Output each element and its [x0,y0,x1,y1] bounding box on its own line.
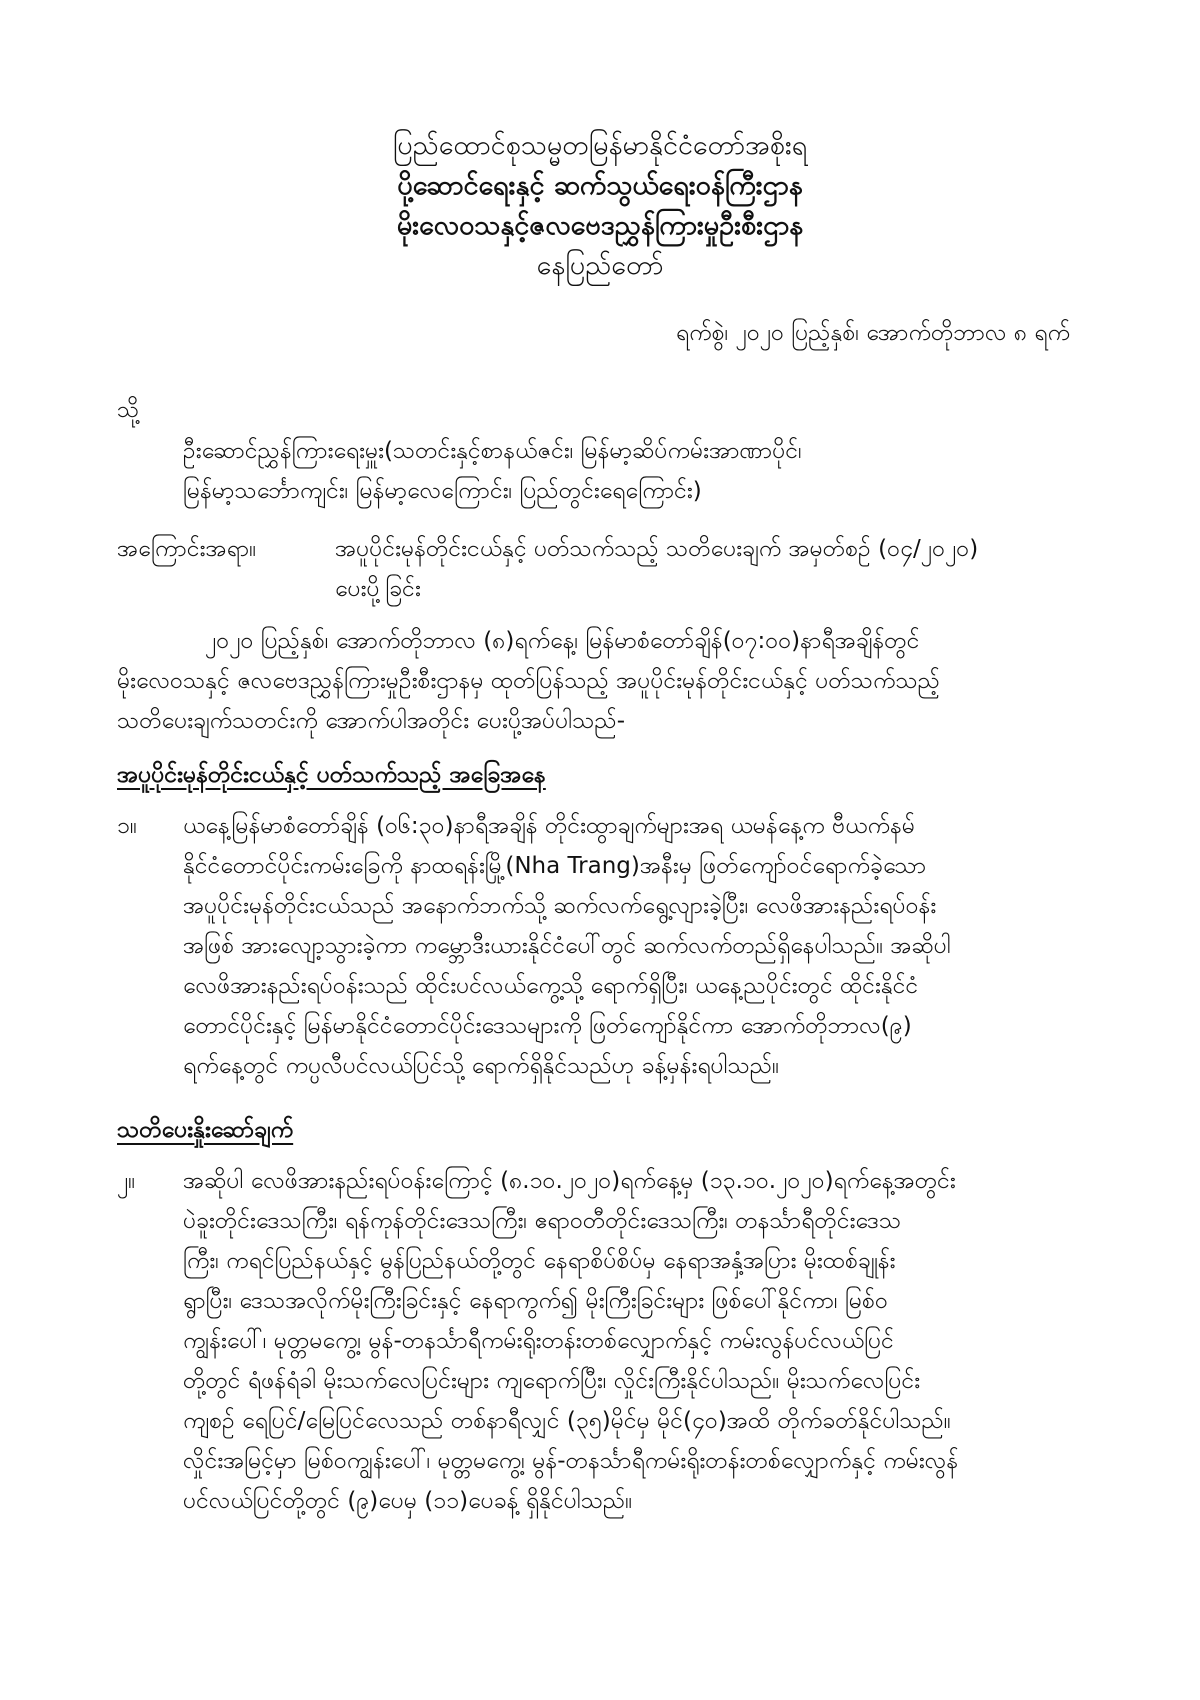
recipient-line-2: မြန်မာ့သင်္ဘောကျင်း၊ မြန်မာ့လေကြောင်း၊ ပြည်တွင်းရေကြောင်း) [183,478,702,504]
section-1-line: အဖြစ် အားလျော့သွားခဲ့ကာ ကမ္ဘောဒီးယားနိုင်ငံပေါ်တွင် ဆက်လက်တည်ရှိနေပါသည်။ အဆိုပါ [183,933,951,959]
section-2-line: ပဲခူးတိုင်းဒေသကြီး၊ ရန်ကုန်တိုင်းဒေသကြီး၊ ဧရာဝတီတိုင်းဒေသကြီး၊ တနင်္သာရီတိုင်းဒေသ [183,1208,902,1234]
section-1-line: တောင်ပိုင်းနှင့် မြန်မာနိုင်ငံတောင်ပိုင်းဒေသများကို ဖြတ်ကျော်နိုင်ကာ အောက်တိုဘာလ(၉) [183,1013,912,1039]
section-1-line: လေဖိအားနည်းရပ်ဝန်းသည် ထိုင်းပင်လယ်ကွေ့သို့ ရောက်ရှိပြီး၊ ယနေ့ညပိုင်းတွင် ထိုင်းနိုင်ငံ [183,973,919,999]
section-1-number: ၁။ [117,813,137,839]
subject-label: အကြောင်းအရာ။ [117,536,257,562]
section-2-line: လှိုင်းအမြင့်မှာ မြစ်ဝကျွန်းပေါ်၊ မုတ္တမကွေ့၊ မွန်-တနင်္သာရီကမ်းရိုးတန်းတစ်လျှောက်နှင့် ကမ်းလွန် [183,1448,959,1474]
section-2-line: ကြီး၊ ကရင်ပြည်နယ်နှင့် မွန်ပြည်နယ်တို့တွင် နေရာစိပ်စိပ်မှ နေရာအနှံ့အပြား မိုးထစ်ချုန်း [183,1248,896,1274]
intro-line: မိုးလေဝသနှင့် ဇလဗေဒညွှန်ကြားမှုဦးစီးဌာနမှ ထုတ်ပြန်သည့် အပူပိုင်းမုန်တိုင်းငယ်နှင့် ပတ်သက်သည့် [117,668,940,694]
header-department: မိုးလေဝသနှင့်ဇလဗေဒညွှန်ကြားမှုဦးစီးဌာန [396,210,804,241]
section-2-line: အဆိုပါ လေဖိအားနည်းရပ်ဝန်းကြောင့် (၈.၁၀.၂၀၂၀)ရက်နေ့မှ (၁၃.၁၀.၂၀၂၀)ရက်နေ့အတွင်း [183,1168,956,1194]
section-2-heading: သတိပေးနှိုးဆော်ချက် [117,1117,294,1143]
section-2-line: ပင်လယ်ပြင်တို့တွင် (၉)ပေမှ (၁၁)ပေခန့် ရှိနိုင်ပါသည်။ [183,1488,633,1514]
to-label: သို့ [117,397,140,423]
header-city: နေပြည်တော် [536,250,664,281]
section-2-line: ကျွန်းပေါ်၊ မုတ္တမကွေ့၊ မွန်-တနင်္သာရီကမ်းရိုးတန်းတစ်လျှောက်နှင့် ကမ်းလွန်ပင်လယ်ပြင် [183,1328,894,1354]
recipient-line-1: ဦးဆောင်ညွှန်ကြားရေးမှူး(သတင်းနှင့်စာနယ်ဇင်း၊ မြန်မာ့ဆိပ်ကမ်းအာဏာပိုင်၊ [183,438,802,464]
section-2-line: ရွာပြီး၊ ဒေသအလိုက်မိုးကြီးခြင်းနှင့် နေရာကွက်၍ မိုးကြီးခြင်းများ ဖြစ်ပေါ်နိုင်ကာ၊ မြစ်ဝ [183,1288,888,1314]
section-1-line: အပူပိုင်းမုန်တိုင်းငယ်သည် အနောက်ဘက်သို့ ဆက်လက်ရွေ့လျားခဲ့ပြီး၊ လေဖိအားနည်းရပ်ဝန်း [183,893,937,919]
section-1-heading: အပူပိုင်းမုန်တိုင်းငယ်နှင့် ပတ်သက်သည့် အခြေအနေ [117,762,546,788]
subject-line-1: အပူပိုင်းမုန်တိုင်းငယ်နှင့် ပတ်သက်သည့် သတိပေးချက် အမှတ်စဉ် (၀၄/၂၀၂၀) [335,536,979,562]
date-line: ရက်စွဲ၊ ၂၀၂၀ ပြည့်နှစ်၊ အောက်တိုဘာလ ၈ ရက် [675,320,1070,346]
section-1-line: နိုင်ငံတောင်ပိုင်းကမ်းခြေကို နာထရန်းမြို့(Nha Trang)အနီးမှ ဖြတ်ကျော်ဝင်ရောက်ခဲ့သော [183,853,927,879]
intro-line: ၂၀၂၀ ပြည့်နှစ်၊ အောက်တိုဘာလ (၈)ရက်နေ့၊ မြန်မာစံတော်ချိန်(၀၇:၀၀)နာရီအချိန်တွင် [205,628,920,654]
section-1-line: ယနေ့မြန်မာစံတော်ချိန် (၀၆:၃၀)နာရီအချိန် တိုင်းထွာချက်များအရ ယမန်နေ့က ဗီယက်နမ် [183,813,916,839]
header-ministry: ပို့ဆောင်ရေးနှင့် ဆက်သွယ်ရေးဝန်ကြီးဌာန [397,170,803,201]
intro-line: သတိပေးချက်သတင်းကို အောက်ပါအတိုင်း ပေးပို့အပ်ပါသည်- [117,708,626,734]
subject-line-2: ပေးပို့ခြင်း [335,576,421,602]
section-1-line: ရက်နေ့တွင် ကပ္ပလီပင်လယ်ပြင်သို့ ရောက်ရှိနိုင်သည်ဟု ခန့်မှန်းရပါသည်။ [183,1053,780,1079]
section-2-line: တို့တွင် ရံဖန်ရံခါ မိုးသက်လေပြင်းများ ကျရောက်ပြီး၊ လှိုင်းကြီးနိုင်ပါသည်။ မိုးသက်လေပြင်း [183,1368,921,1394]
header-govt: ပြည်ထောင်စုသမ္မတမြန်မာနိုင်ငံတော်အစိုးရ [392,130,808,161]
section-2-line: ကျစဉ် ရေပြင်/မြေပြင်လေသည် တစ်နာရီလျှင် (၃၅)မိုင်မှ မိုင်(၄၀)အထိ တိုက်ခတ်နိုင်ပါသည်။ [183,1408,951,1434]
section-2-number: ၂။ [117,1168,136,1194]
